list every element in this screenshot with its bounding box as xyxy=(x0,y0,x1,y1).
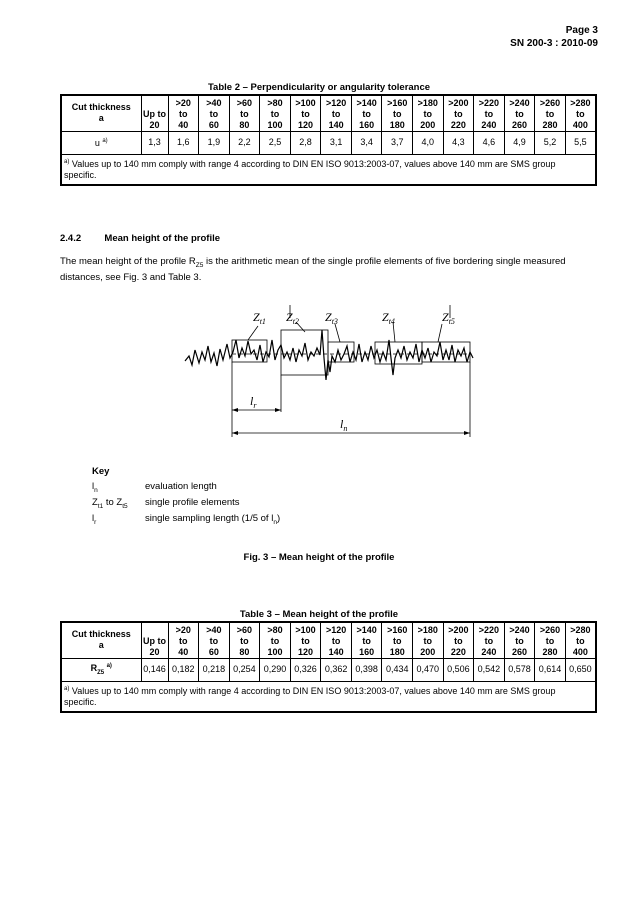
range-header-cell xyxy=(229,622,260,658)
row-header-line2: a xyxy=(98,640,104,651)
paragraph-post: is the arithmetic mean of the single profile elements of five bordering single measured distances, see Fig. 3 and Table 3. xyxy=(60,256,566,284)
range-header-cell xyxy=(351,622,382,658)
range-line: 400 xyxy=(572,119,588,130)
note-sup: a) xyxy=(64,158,70,165)
range-line: to xyxy=(240,108,249,119)
range-line: to xyxy=(209,108,219,119)
table3-header-row xyxy=(61,622,596,658)
key-sym-lr: $l_r$ xyxy=(92,513,97,526)
range-line: 280 xyxy=(542,119,558,130)
key-desc-zt: single profile elements xyxy=(145,497,240,508)
paragraph-pre: The mean height of the profile R xyxy=(60,256,196,267)
value-cell: 0,542 xyxy=(474,658,505,681)
range-line: to xyxy=(240,635,249,646)
range-line: to xyxy=(209,635,219,646)
range-header-cell xyxy=(565,622,596,658)
key-title: Key xyxy=(92,466,110,477)
table3-caption: Table 3 – Mean height of the profile xyxy=(239,609,399,620)
page-number: Page 3 xyxy=(565,25,598,36)
range-line: to xyxy=(392,635,402,646)
range-line: 100 xyxy=(267,119,283,130)
value-label: u xyxy=(94,138,100,148)
range-line: 220 xyxy=(450,119,466,130)
range-line: >60 xyxy=(236,624,253,635)
range-header-cell xyxy=(535,622,566,658)
range-line: 40 xyxy=(178,646,189,657)
range-line: to xyxy=(362,108,371,119)
range-line: 140 xyxy=(328,119,344,130)
range-line: to xyxy=(331,635,341,646)
range-line: 280 xyxy=(542,646,558,657)
range-line: to xyxy=(301,635,310,646)
value-cell: 2,8 xyxy=(290,131,321,154)
range-line: >260 xyxy=(539,97,561,108)
range-line: 120 xyxy=(298,646,314,657)
label-zt2: $Z_{t2}$ xyxy=(286,310,299,326)
value-cell: 0,470 xyxy=(413,658,444,681)
range-line: >100 xyxy=(295,97,316,108)
note-text: Values up to 140 mm comply with range 4 according to DIN EN ISO 9013:2003-07, values above 140 mm are SMS group specific. xyxy=(64,158,556,180)
range-line: 400 xyxy=(572,646,588,657)
range-line: 260 xyxy=(511,646,527,657)
range-header-cell xyxy=(321,622,352,658)
table3-note-row xyxy=(61,681,596,712)
range-line: 260 xyxy=(511,119,527,130)
range-line: >220 xyxy=(478,97,500,108)
range-header-cell xyxy=(474,622,505,658)
range-line: to xyxy=(392,108,402,119)
range-line: >180 xyxy=(417,97,438,108)
range-header-cell xyxy=(290,622,321,658)
range-line: >140 xyxy=(356,97,377,108)
value-cell: 0,578 xyxy=(504,658,535,681)
range-line: to xyxy=(576,108,585,119)
range-header-cell xyxy=(413,622,444,658)
range-line: 240 xyxy=(481,646,497,657)
range-header-cell xyxy=(168,622,199,658)
range-line: Up to xyxy=(143,108,166,119)
range-header-cell xyxy=(504,622,535,658)
range-line: >100 xyxy=(295,624,316,635)
value-cell: 4,6 xyxy=(474,131,505,154)
range-line: to xyxy=(515,635,524,646)
value-cell: 2,2 xyxy=(229,131,260,154)
range-header-cell xyxy=(260,622,291,658)
range-header-cell xyxy=(382,622,413,658)
range-line: >200 xyxy=(448,624,469,635)
range-line: 80 xyxy=(239,646,250,657)
range-line: to xyxy=(362,635,371,646)
range-line: >160 xyxy=(387,97,408,108)
range-line: to xyxy=(454,635,463,646)
label-lr: $l_r$ xyxy=(250,394,257,410)
range-line: >140 xyxy=(356,624,377,635)
range-line: >80 xyxy=(267,624,283,635)
section-number: 2.4.2 xyxy=(60,233,82,244)
label-zt3: $Z_{t3}$ xyxy=(325,310,338,326)
value-cell: 0,650 xyxy=(565,658,596,681)
range-line: >20 xyxy=(175,624,191,635)
range-line: to xyxy=(270,635,280,646)
range-line: >240 xyxy=(509,624,530,635)
range-line: to xyxy=(484,108,494,119)
value-cell: 2,5 xyxy=(260,131,291,154)
range-line: to xyxy=(576,635,585,646)
range-line: to xyxy=(515,108,524,119)
value-cell: 1,6 xyxy=(168,131,199,154)
range-line: to xyxy=(545,108,555,119)
range-line: 40 xyxy=(178,119,189,130)
range-line: >220 xyxy=(478,624,500,635)
key-desc-lr: single sampling length (1/5 of $l_n$) xyxy=(145,513,281,526)
range-line: 20 xyxy=(149,646,160,657)
profile-line xyxy=(185,330,473,380)
range-line: >200 xyxy=(448,97,469,108)
range-line: 60 xyxy=(208,646,219,657)
range-line: >280 xyxy=(570,97,591,108)
range-line: to xyxy=(545,635,555,646)
value-sup: a) xyxy=(102,138,108,144)
figure-caption: Fig. 3 – Mean height of the profile xyxy=(243,552,395,563)
document-id: SN 200-3 : 2010-09 xyxy=(510,38,598,49)
label-zt5: $Z_{t5}$ xyxy=(442,310,455,326)
range-header-cell xyxy=(141,622,168,658)
range-line: Up to xyxy=(143,635,166,646)
value-cell: 5,2 xyxy=(535,131,566,154)
range-line: 160 xyxy=(359,646,375,657)
range-line: 240 xyxy=(481,119,497,130)
section-title: Mean height of the profile xyxy=(104,233,221,244)
value-cell: 0,398 xyxy=(351,658,382,681)
range-line: to xyxy=(301,108,310,119)
range-line: >240 xyxy=(509,97,530,108)
range-line: >280 xyxy=(570,624,591,635)
paragraph-sub: Z5 xyxy=(195,261,204,269)
table3-value-row xyxy=(61,658,596,681)
row-header-line1: Cut thickness xyxy=(71,102,131,113)
value-cell: 1,3 xyxy=(141,131,168,154)
key-desc-ln: evaluation length xyxy=(145,481,217,492)
range-line: 100 xyxy=(267,646,283,657)
label-ln: $l_n$ xyxy=(340,417,348,433)
range-line: to xyxy=(270,108,280,119)
value-cell: 4,0 xyxy=(413,131,444,154)
value-cell: 0,506 xyxy=(443,658,474,681)
range-header-cell xyxy=(199,622,230,658)
table3-note: $^{a)}$ Values up to 140 mm comply with range 4 according to DIN EN ISO 9013:2003-07, values above 140 mm are SMS group specific. xyxy=(61,681,596,712)
range-line: >120 xyxy=(325,624,347,635)
range-line: 160 xyxy=(359,119,375,130)
value-cell: 0,326 xyxy=(290,658,321,681)
range-line: to xyxy=(331,108,341,119)
range-line: >260 xyxy=(539,624,561,635)
table3-value-label: $R_{Z5}$ $^{a)}$ xyxy=(61,658,141,681)
label-zt4: $Z_{t4}$ xyxy=(382,310,395,326)
value-cell: 0,146 xyxy=(141,658,168,681)
range-line: 200 xyxy=(420,646,436,657)
value-cell: 3,7 xyxy=(382,131,413,154)
range-line: >60 xyxy=(236,97,253,108)
value-cell: 4,3 xyxy=(443,131,474,154)
row-header-line2: a xyxy=(98,113,104,124)
value-cell: 0,218 xyxy=(199,658,230,681)
value-cell: 5,5 xyxy=(565,131,596,154)
range-line: 120 xyxy=(298,119,314,130)
range-line: 220 xyxy=(450,646,466,657)
range-line: to xyxy=(423,108,433,119)
value-cell: 4,9 xyxy=(504,131,535,154)
value-cell: 1,9 xyxy=(199,131,230,154)
range-line: 20 xyxy=(149,119,160,130)
range-line: to xyxy=(484,635,494,646)
range-line: to xyxy=(454,108,463,119)
range-line: >40 xyxy=(206,624,222,635)
range-header-cell xyxy=(443,622,474,658)
range-line: to xyxy=(423,635,433,646)
range-line: >120 xyxy=(325,97,347,108)
label-zt1: $Z_{t1}$ xyxy=(253,310,266,326)
range-line: >20 xyxy=(175,97,191,108)
range-line: 180 xyxy=(389,119,405,130)
range-line: >80 xyxy=(267,97,283,108)
value-cell: 0,254 xyxy=(229,658,260,681)
range-line: to xyxy=(179,108,188,119)
value-cell: 3,4 xyxy=(351,131,382,154)
value-cell: 0,362 xyxy=(321,658,352,681)
range-line: >160 xyxy=(387,624,408,635)
range-line: >180 xyxy=(417,624,438,635)
key-sym-zt: $Z_{t1}$ to $Z_{t5}$ xyxy=(92,497,128,510)
key-sym-ln: $l_n$ xyxy=(92,481,98,494)
table3-row-header xyxy=(61,622,141,658)
table2-caption: Table 2 – Perpendicularity or angularity tolerance xyxy=(207,82,431,93)
range-line: 200 xyxy=(420,119,436,130)
range-line: >40 xyxy=(206,97,222,108)
value-cell: 0,290 xyxy=(260,658,291,681)
value-cell: 0,614 xyxy=(535,658,566,681)
range-line: to xyxy=(179,635,188,646)
range-line: 180 xyxy=(389,646,405,657)
table-mean-height xyxy=(60,621,597,713)
value-cell: 0,182 xyxy=(168,658,199,681)
value-cell: 3,1 xyxy=(321,131,352,154)
value-cell: 0,434 xyxy=(382,658,413,681)
row-header-line1: Cut thickness xyxy=(71,629,131,640)
range-line: 60 xyxy=(208,119,219,130)
range-line: 80 xyxy=(239,119,250,130)
range-line: 140 xyxy=(328,646,344,657)
